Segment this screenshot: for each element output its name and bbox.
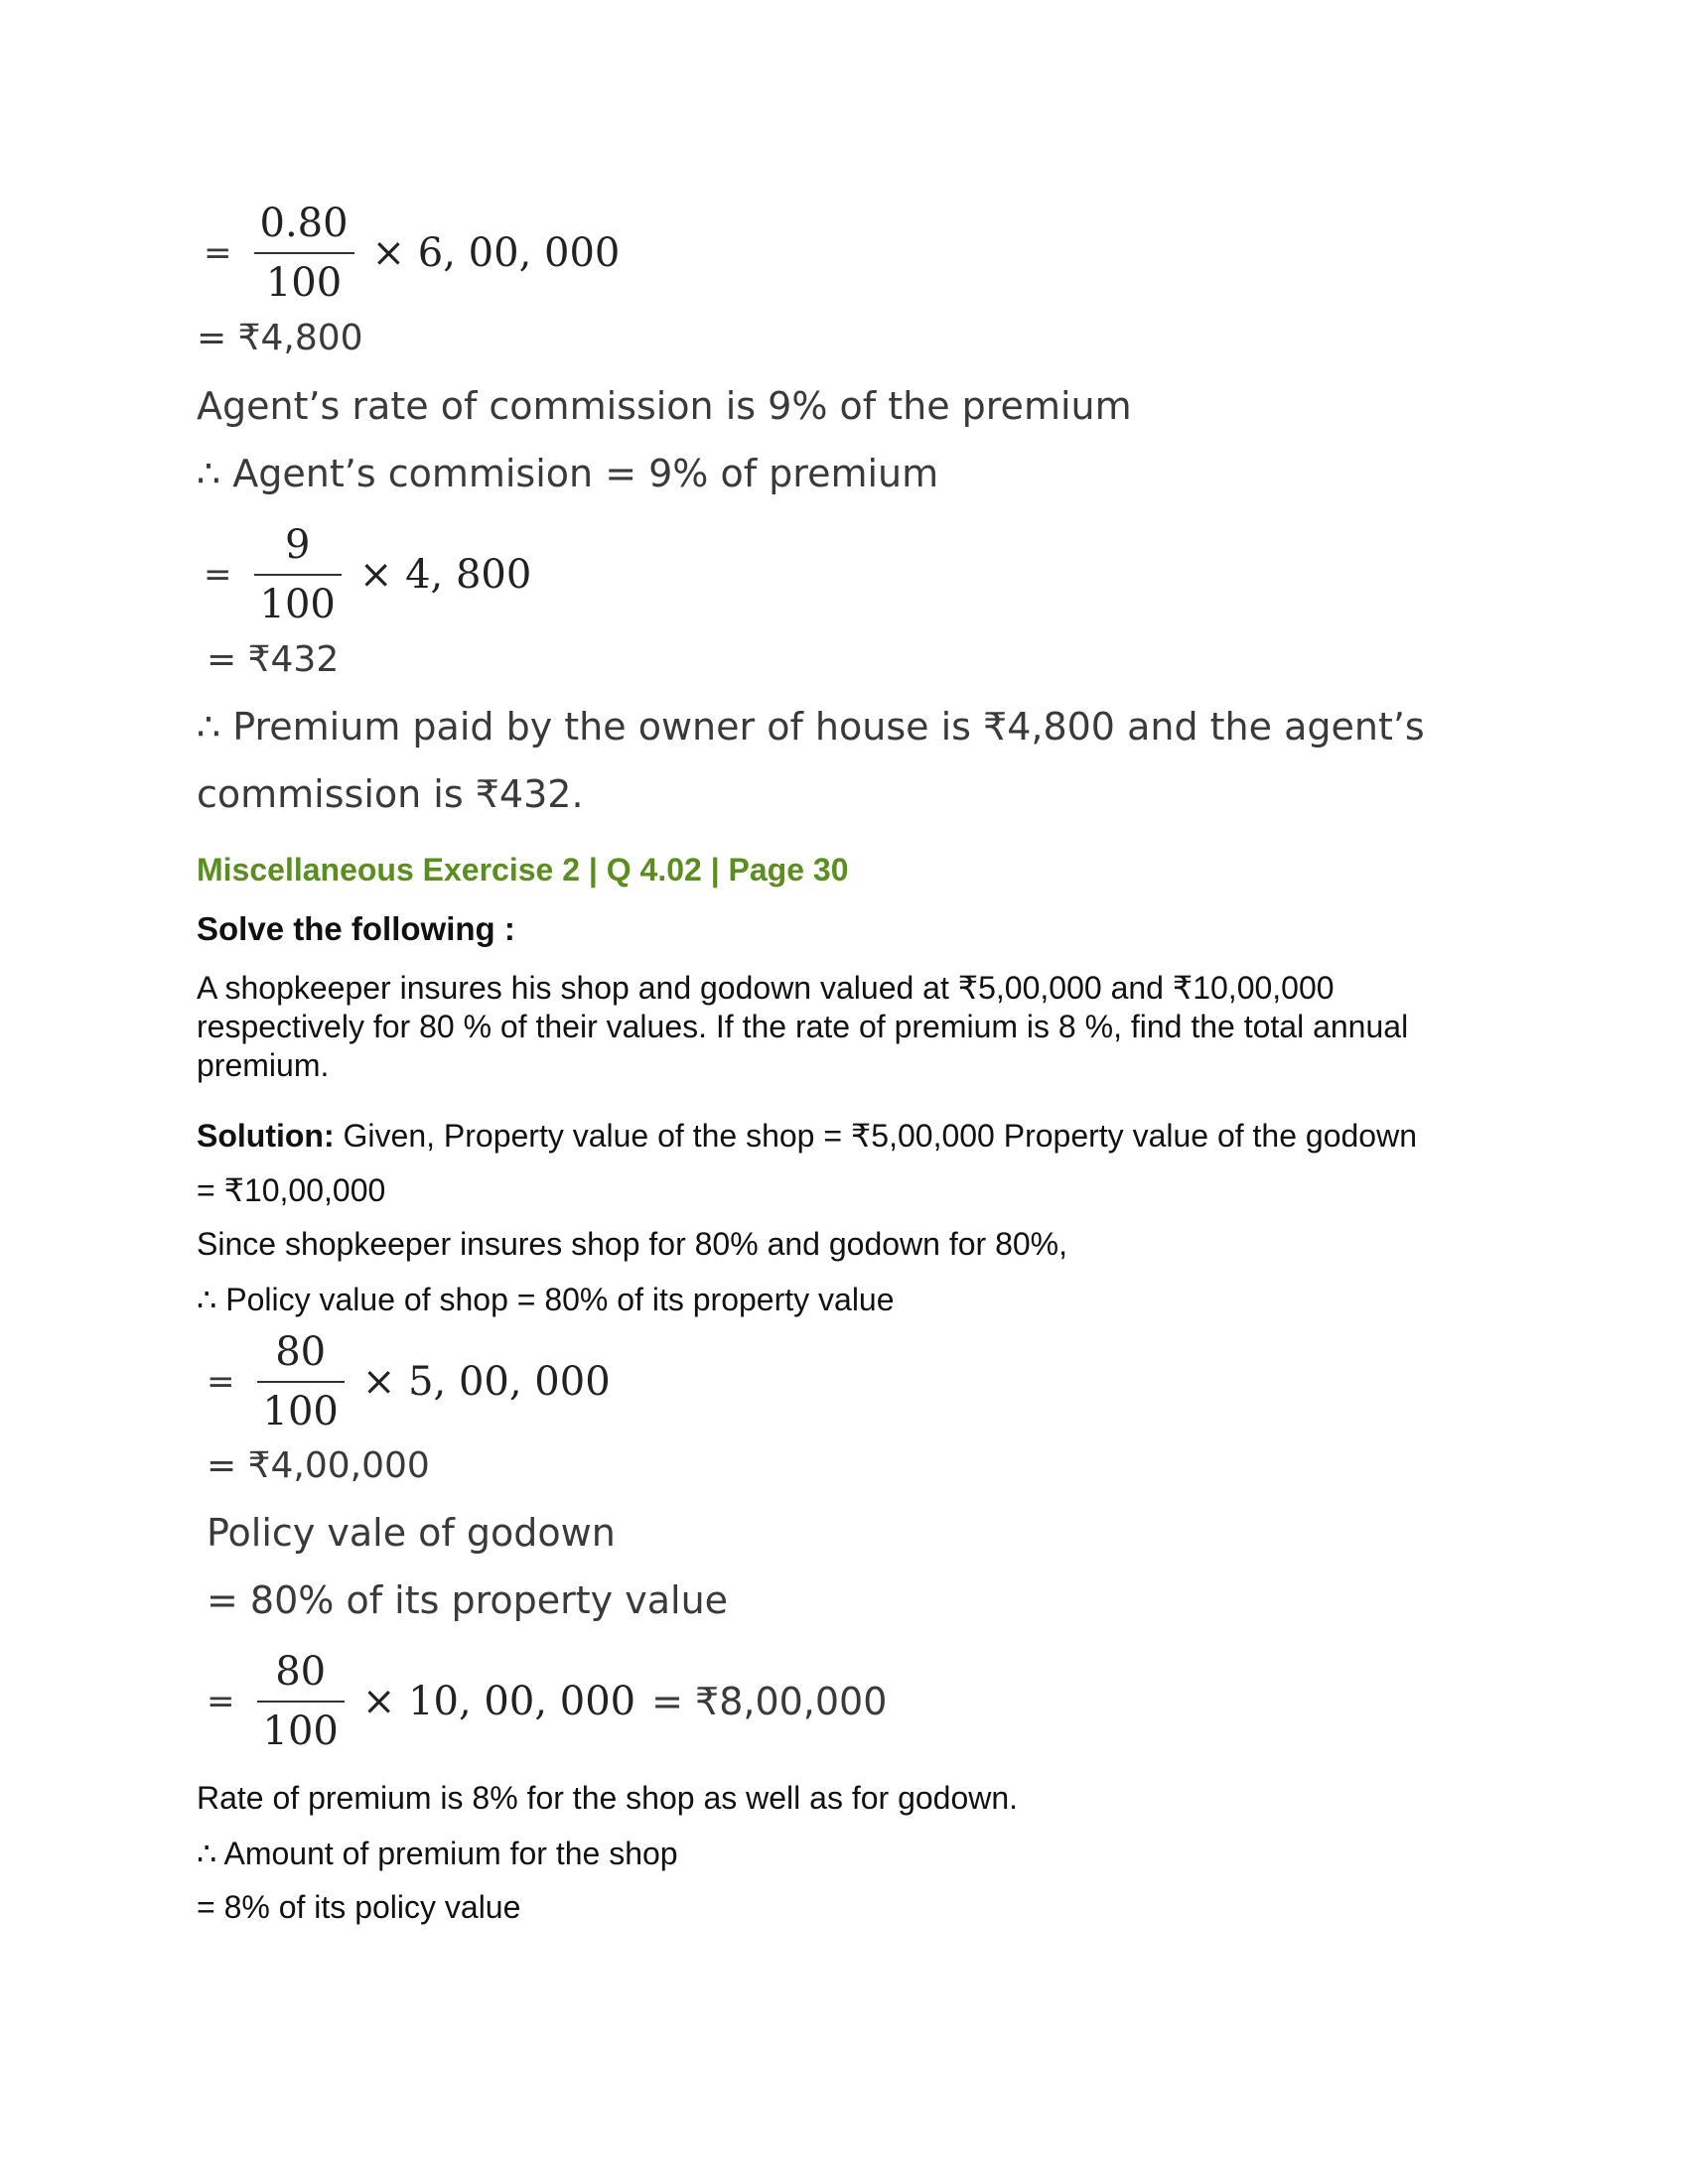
equals-sign: = (204, 233, 232, 273)
solve-heading: Solve the following : (197, 910, 515, 947)
fraction-denominator: 100 (259, 582, 336, 627)
equals-sign: = (207, 1362, 235, 1402)
policy-shop-result: = ₹4,00,000 (207, 1445, 430, 1486)
fraction (257, 1323, 345, 1440)
multiplier: × 4, 800 (358, 552, 532, 598)
fraction (257, 1643, 345, 1760)
insure-line: Since shopkeeper insures shop for 80% and godown for 80%, (197, 1226, 1067, 1262)
fraction-numerator: 0.80 (259, 201, 349, 246)
fraction-numerator: 9 (284, 522, 311, 568)
equals-sign: = (207, 1682, 235, 1721)
fraction-denominator: 100 (262, 1708, 339, 1754)
question-text: A shopkeeper insures his shop and godown valued at ₹5,00,000 and ₹10,00,000 respectively for 80 % of their values. If the rate of premium is 8 %, find the total annual premium. (197, 970, 1409, 1083)
eight-percent-line: = 8% of its policy value (197, 1889, 521, 1925)
fraction-denominator: 100 (262, 1389, 339, 1434)
fraction-denominator: 100 (265, 260, 343, 306)
rate-line: Rate of premium is 8% for the shop as well as for godown. (197, 1780, 1019, 1816)
equals-sign: = (204, 555, 232, 595)
multiplier: × 10, 00, 000 (361, 1679, 636, 1724)
fraction (254, 516, 342, 633)
solution-line-1 (197, 1117, 1417, 1155)
solution-given: Given, Property value of the shop = ₹5,00,000 Property value of the godown (334, 1118, 1417, 1154)
conclusion-line-1: ∴ Premium paid by the owner of house is ₹4,800 and the agent’s (197, 705, 1425, 749)
premium-result: = ₹4,800 (197, 318, 363, 358)
multiplier: × 5, 00, 000 (361, 1359, 611, 1405)
fraction-expression-premium (204, 195, 620, 312)
commission-result: = ₹432 (207, 639, 340, 680)
fraction-numerator: 80 (275, 1649, 327, 1695)
fraction-numerator: 80 (275, 1329, 327, 1375)
policy-shop-line: ∴ Policy value of shop = 80% of its property value (197, 1282, 895, 1317)
amount-line: ∴ Amount of premium for the shop (197, 1836, 678, 1871)
policy-godown-result: = ₹8,00,000 (651, 1680, 888, 1723)
conclusion-line-2: commission is ₹432. (197, 772, 584, 816)
section-heading: Miscellaneous Exercise 2 | Q 4.02 | Page 30 (197, 852, 849, 887)
fraction-expression-policy-shop (207, 1323, 611, 1440)
multiplier: × 6, 00, 000 (371, 230, 621, 276)
commission-definition: ∴ Agent’s commision = 9% of premium (197, 452, 939, 495)
fraction-expression-commission (204, 516, 531, 633)
solution-label: Solution: (197, 1118, 335, 1154)
fraction (254, 195, 354, 312)
fraction-expression-policy-godown (207, 1643, 887, 1760)
policy-godown-definition: = 80% of its property value (207, 1578, 729, 1622)
solution-line-2: = ₹10,00,000 (197, 1172, 386, 1208)
commission-rate-text: Agent’s rate of commission is 9% of the premium (197, 384, 1132, 428)
policy-godown-title: Policy vale of godown (207, 1511, 616, 1555)
